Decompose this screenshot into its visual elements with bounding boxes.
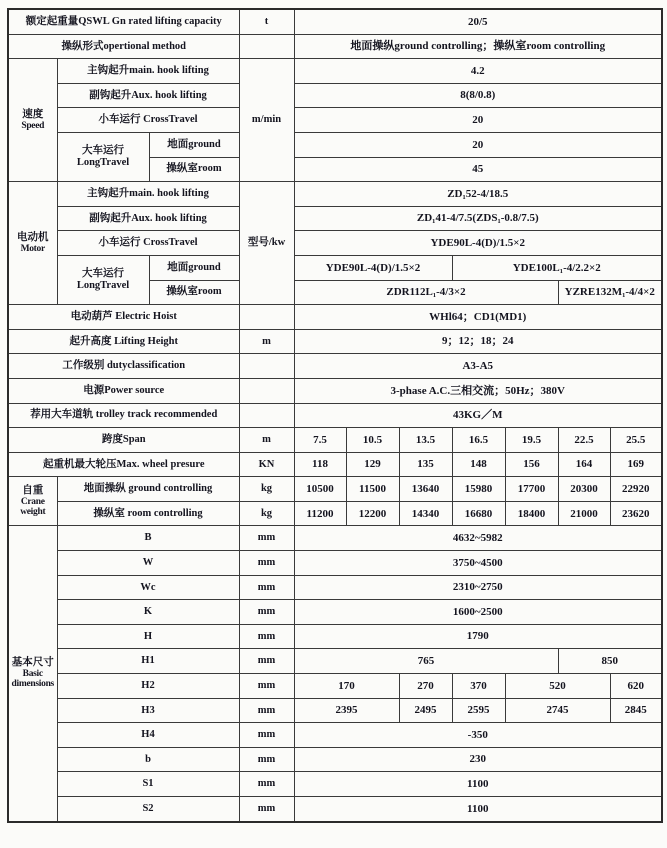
dim-H2-value-0: 170: [294, 674, 399, 699]
speed-cross-travel-value: 20: [294, 108, 662, 133]
weight-ground-label: 地面操纵 ground controlling: [57, 477, 239, 502]
dim-B-unit: mm: [239, 526, 294, 551]
speed-aux-hook-label: 副钩起升Aux. hook lifting: [57, 83, 239, 108]
motor-room-label: 操纵室room: [149, 280, 239, 305]
basic-dimensions-group-label: [8, 526, 57, 822]
weight-ground-value-2: 13640: [399, 477, 452, 502]
span-value-6: 25.5: [610, 428, 662, 453]
motor-unit: 型号/kw: [239, 182, 294, 305]
weight-ground-value-0: 10500: [294, 477, 346, 502]
rated-capacity-label: 额定起重量QSWL Gn rated lifting capacity: [8, 9, 239, 34]
dim-S1-value: 1100: [294, 772, 662, 797]
wheel-pressure-value-6: 169: [610, 452, 662, 477]
dim-H3-value-4: 2845: [610, 698, 662, 723]
dim-H4-unit: mm: [239, 723, 294, 748]
speed-group-label: [8, 59, 57, 182]
dim-Wc-label: Wc: [57, 575, 239, 600]
crane-spec-sheet: [7, 8, 663, 823]
dim-H2-label: H2: [57, 674, 239, 699]
dim-b-label: b: [57, 747, 239, 772]
dim-H1-unit: mm: [239, 649, 294, 674]
row-dim-b: [8, 747, 662, 772]
speed-group-en: Speed: [21, 120, 45, 131]
span-value-3: 16.5: [452, 428, 505, 453]
dim-H2-unit: mm: [239, 674, 294, 699]
dim-H2-value-4: 620: [610, 674, 662, 699]
operational-method-value: 地面操纵ground controlling；操纵室room controlling: [294, 34, 662, 59]
operational-method-label: 操纵形式opertional method: [8, 34, 239, 59]
speed-room-label: 操纵室room: [149, 157, 239, 182]
duty-classification-unit: [239, 354, 294, 379]
dim-H4-value: -350: [294, 723, 662, 748]
dim-b-unit: mm: [239, 747, 294, 772]
dim-S2-unit: mm: [239, 797, 294, 822]
wheel-pressure-value-5: 164: [558, 452, 610, 477]
row-weight-room: [8, 501, 662, 526]
motor-ground-label: 地面ground: [149, 255, 239, 280]
dim-H1-value-right: 850: [558, 649, 662, 674]
row-dim-K: [8, 600, 662, 625]
speed-room-value: 45: [294, 157, 662, 182]
motor-long-travel-zh: 大车运行: [82, 268, 124, 280]
basic-dimensions-group-zh: 基本尺寸: [11, 657, 54, 669]
dim-W-unit: mm: [239, 551, 294, 576]
dim-S2-value: 1100: [294, 797, 662, 822]
weight-room-value-6: 23620: [610, 501, 662, 526]
dim-H3-value-0: 2395: [294, 698, 399, 723]
row-motor-aux-hook: [8, 206, 662, 231]
motor-long-travel-label: [57, 255, 149, 304]
motor-group-zh: 电动机: [17, 231, 49, 243]
dim-B-label: B: [57, 526, 239, 551]
track-recommended-unit: [239, 403, 294, 428]
crane-weight-group-en: Crane weight: [20, 496, 46, 518]
weight-ground-value-5: 20300: [558, 477, 610, 502]
wheel-pressure-value-3: 148: [452, 452, 505, 477]
dim-K-value: 1600~2500: [294, 600, 662, 625]
dim-K-label: K: [57, 600, 239, 625]
electric-hoist-value: WHl64；CD1(MD1): [294, 305, 662, 330]
row-dim-B: [8, 526, 662, 551]
row-operational-method: [8, 34, 662, 59]
row-rated-capacity: [8, 9, 662, 34]
wheel-pressure-value-4: 156: [505, 452, 558, 477]
weight-room-value-4: 18400: [505, 501, 558, 526]
dim-B-value: 4632~5982: [294, 526, 662, 551]
dim-H1-value-left: 765: [294, 649, 558, 674]
weight-ground-value-4: 17700: [505, 477, 558, 502]
speed-ground-value: 20: [294, 132, 662, 157]
electric-hoist-unit: [239, 305, 294, 330]
row-dim-W: [8, 551, 662, 576]
speed-group-zh: 速度: [22, 108, 44, 120]
dim-H3-value-1: 2495: [399, 698, 452, 723]
dim-W-label: W: [57, 551, 239, 576]
weight-ground-unit: kg: [239, 477, 294, 502]
operational-method-unit: [239, 34, 294, 59]
weight-room-value-2: 14340: [399, 501, 452, 526]
dim-H4-label: H4: [57, 723, 239, 748]
dim-S1-unit: mm: [239, 772, 294, 797]
speed-aux-hook-value: 8(8/0.8): [294, 83, 662, 108]
row-motor-long-travel-ground: [8, 255, 662, 280]
dim-H3-value-3: 2745: [505, 698, 610, 723]
motor-room-value-left: ZDR112L₁-4/3×2: [294, 280, 558, 305]
row-speed-aux-hook: [8, 83, 662, 108]
rated-capacity-value: 20/5: [294, 9, 662, 34]
electric-hoist-label: 电动葫芦 Electric Hoist: [8, 305, 239, 330]
span-value-2: 13.5: [399, 428, 452, 453]
speed-unit: m/min: [239, 59, 294, 182]
row-dim-H3: [8, 698, 662, 723]
dim-Wc-value: 2310~2750: [294, 575, 662, 600]
motor-cross-travel-value: YDE90L-4(D)/1.5×2: [294, 231, 662, 256]
speed-long-travel-zh: 大车运行: [82, 145, 124, 157]
weight-room-value-3: 16680: [452, 501, 505, 526]
row-electric-hoist: [8, 305, 662, 330]
weight-ground-value-1: 11500: [346, 477, 399, 502]
speed-cross-travel-label: 小车运行 CrossTravel: [57, 108, 239, 133]
crane-weight-group-zh: 自重: [22, 484, 44, 496]
speed-long-travel-en: LongTravel: [76, 157, 130, 169]
speed-main-hook-label: 主钩起升main. hook lifting: [57, 59, 239, 84]
wheel-pressure-value-1: 129: [346, 452, 399, 477]
weight-ground-value-6: 22920: [610, 477, 662, 502]
dim-Wc-unit: mm: [239, 575, 294, 600]
row-dim-H4: [8, 723, 662, 748]
dim-K-unit: mm: [239, 600, 294, 625]
wheel-pressure-unit: KN: [239, 452, 294, 477]
motor-ground-value-left: YDE90L-4(D)/1.5×2: [294, 255, 452, 280]
row-track-recommended: [8, 403, 662, 428]
row-power-source: [8, 378, 662, 403]
weight-room-label: 操纵室 room controlling: [57, 501, 239, 526]
crane-weight-group-label: [8, 477, 57, 526]
motor-ground-value-right: YDE100L₁-4/2.2×2: [452, 255, 662, 280]
speed-main-hook-value: 4.2: [294, 59, 662, 84]
weight-room-unit: kg: [239, 501, 294, 526]
row-motor-main-hook: [8, 182, 662, 207]
spec-table: [7, 8, 663, 823]
motor-group-label: [8, 182, 57, 305]
weight-room-value-1: 12200: [346, 501, 399, 526]
motor-aux-hook-label: 副钩起升Aux. hook lifting: [57, 206, 239, 231]
basic-dimensions-group-en: Basic dimensions: [11, 668, 54, 690]
motor-room-value-right: YZRE132M₁-4/4×2: [558, 280, 662, 305]
dim-H3-value-2: 2595: [452, 698, 505, 723]
span-label: 跨度Span: [8, 428, 239, 453]
row-dim-H: [8, 624, 662, 649]
row-dim-Wc: [8, 575, 662, 600]
wheel-pressure-label: 起重机最大轮压Max. wheel presure: [8, 452, 239, 477]
dim-H2-value-1: 270: [399, 674, 452, 699]
row-dim-H1: [8, 649, 662, 674]
dim-W-value: 3750~4500: [294, 551, 662, 576]
span-unit: m: [239, 428, 294, 453]
dim-H-label: H: [57, 624, 239, 649]
dim-S2-label: S2: [57, 797, 239, 822]
dim-H-unit: mm: [239, 624, 294, 649]
motor-cross-travel-label: 小车运行 CrossTravel: [57, 231, 239, 256]
dim-H1-label: H1: [57, 649, 239, 674]
span-value-4: 19.5: [505, 428, 558, 453]
motor-long-travel-en: LongTravel: [76, 280, 130, 292]
span-value-1: 10.5: [346, 428, 399, 453]
power-source-label: 电源Power source: [8, 378, 239, 403]
dim-H-value: 1790: [294, 624, 662, 649]
power-source-value: 3-phase A.C.三相交流；50Hz；380V: [294, 378, 662, 403]
track-recommended-label: 荐用大车道轨 trolley track recommended: [8, 403, 239, 428]
row-motor-cross-travel: [8, 231, 662, 256]
span-value-0: 7.5: [294, 428, 346, 453]
row-duty-classification: [8, 354, 662, 379]
lifting-height-unit: m: [239, 329, 294, 354]
motor-aux-hook-value: ZD₁41-4/7.5(ZDS₁-0.8/7.5): [294, 206, 662, 231]
rated-capacity-unit: t: [239, 9, 294, 34]
span-value-5: 22.5: [558, 428, 610, 453]
dim-H2-value-3: 520: [505, 674, 610, 699]
dim-S1-label: S1: [57, 772, 239, 797]
duty-classification-value: A3-A5: [294, 354, 662, 379]
row-lifting-height: [8, 329, 662, 354]
row-wheel-pressure: [8, 452, 662, 477]
weight-ground-value-3: 15980: [452, 477, 505, 502]
lifting-height-label: 起升高度 Lifting Height: [8, 329, 239, 354]
speed-ground-label: 地面ground: [149, 132, 239, 157]
motor-group-en: Motor: [20, 243, 45, 254]
row-dim-S2: [8, 797, 662, 822]
motor-main-hook-value: ZD₁52-4/18.5: [294, 182, 662, 207]
motor-main-hook-label: 主钩起升main. hook lifting: [57, 182, 239, 207]
row-speed-cross-travel: [8, 108, 662, 133]
weight-room-value-5: 21000: [558, 501, 610, 526]
row-speed-main-hook: [8, 59, 662, 84]
dim-H3-label: H3: [57, 698, 239, 723]
speed-long-travel-label: [57, 132, 149, 181]
wheel-pressure-value-0: 118: [294, 452, 346, 477]
power-source-unit: [239, 378, 294, 403]
lifting-height-value: 9；12；18；24: [294, 329, 662, 354]
row-dim-S1: [8, 772, 662, 797]
track-recommended-value: 43KG／M: [294, 403, 662, 428]
dim-H3-unit: mm: [239, 698, 294, 723]
wheel-pressure-value-2: 135: [399, 452, 452, 477]
dim-H2-value-2: 370: [452, 674, 505, 699]
weight-room-value-0: 11200: [294, 501, 346, 526]
row-dim-H2: [8, 674, 662, 699]
row-weight-ground: [8, 477, 662, 502]
row-speed-long-travel-ground: [8, 132, 662, 157]
row-span: [8, 428, 662, 453]
duty-classification-label: 工作级别 dutyclassification: [8, 354, 239, 379]
dim-b-value: 230: [294, 747, 662, 772]
